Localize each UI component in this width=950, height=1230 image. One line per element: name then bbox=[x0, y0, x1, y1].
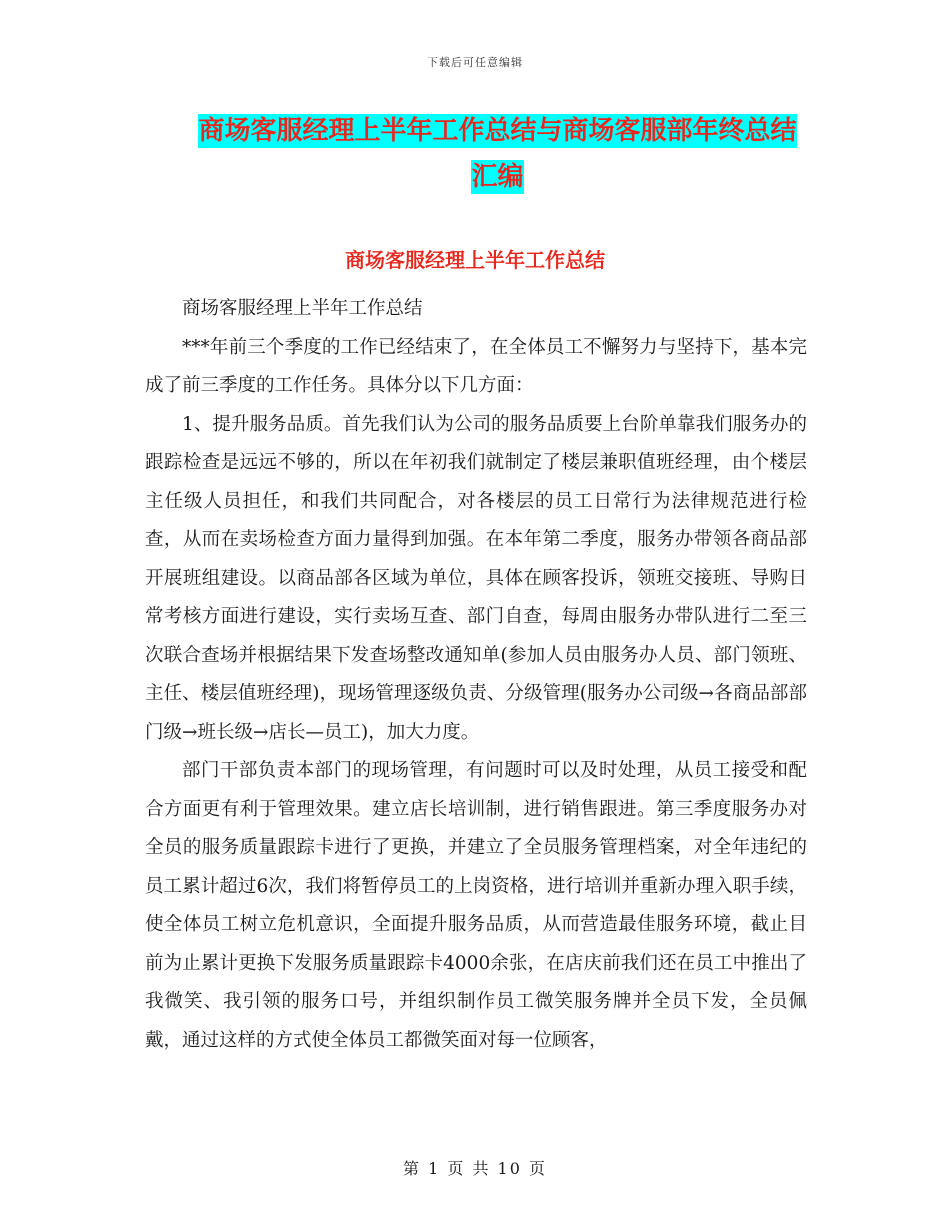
paragraph: 1、提升服务品质。首先我们认为公司的服务品质要上台阶单靠我们服务办的跟踪检查是远远不够的，所以在年初我们就制定了楼层兼职值班经理，由个楼层主任级人员担任，和我们共同配合，对各楼层的员工日常行为法律规范进行检查，从而在卖场检查方面力量得到加强。在本年第二季度，服务办带领各商品部开展班组建设。以商品部各区域为单位，具体在顾客投诉，领班交接班、导购日常考核方面进行建设，实行卖场互查、部门自查，每周由服务办带队进行二至三次联合查场并根据结果下发查场整改通知单(参加人员由服务办人员、部门领班、主任、楼层值班经理)，现场管理逐级负责、分级管理(服务办公司级→各商品部部门级→班长级→店长—员工)，加大力度。 bbox=[145, 413, 807, 743]
paragraph: 部门干部负责本部门的现场管理，有问题时可以及时处理，从员工接受和配合方面更有利于管理效果。建立店长培训制，进行销售跟进。第三季度服务办对全员的服务质量跟踪卡进行了更换，并建立了全员服务管理档案，对全年违纪的员工累计超过6次，我们将暂停员工的上岗资格，进行培训并重新办理入职手续，使全体员工树立危机意识，全面提升服务品质，从而营造最佳服务环境，截止目前为止累计更换下发服务质量跟踪卡4000余张，在店庆前我们还在员工中推出了我微笑、我引领的服务口号，并组织制作员工微笑服务牌并全员下发，全员佩戴，通过这样的方式使全体员工都微笑面对每一位顾客， bbox=[145, 760, 807, 1051]
paragraph: ***年前三个季度的工作已经结束了，在全体员工不懈努力与坚持下，基本完成了前三季度的工作任务。具体分以下几方面： bbox=[145, 336, 807, 396]
document-body bbox=[145, 290, 807, 1060]
page-footer: 第 1 页 共 10 页 bbox=[403, 1159, 547, 1178]
header-note: 下载后可任意编辑 bbox=[427, 56, 523, 69]
document-title-line1: 商场客服经理上半年工作总结与商场客服部年终总结 bbox=[198, 116, 797, 146]
document-title-line2: 汇编 bbox=[471, 162, 524, 192]
section-title: 商场客服经理上半年工作总结 bbox=[345, 248, 605, 272]
paragraph: 商场客服经理上半年工作总结 bbox=[182, 298, 423, 319]
document-title bbox=[145, 108, 850, 200]
